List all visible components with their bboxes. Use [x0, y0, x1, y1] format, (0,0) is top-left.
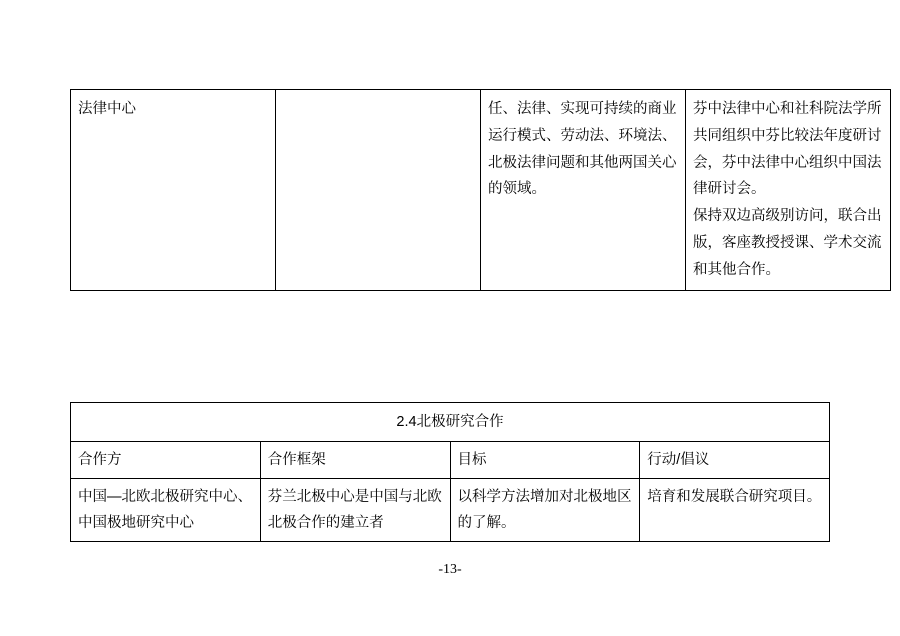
table-title-row [71, 403, 830, 442]
cell-actions-paragraph-1: 芬中法律中心和社科院法学所共同组织中芬比较法年度研讨会，芬中法律中心组织中国法律研讨会。 [693, 101, 882, 198]
table-row [71, 479, 830, 542]
table-title: 2.4北极研究合作 [71, 403, 830, 442]
header-goal: 目标 [450, 442, 640, 479]
cell-partner: 法律中心 [71, 90, 276, 291]
cell-partner: 中国—北欧北极研究中心、中国极地研究中心 [71, 479, 261, 542]
page-number: -13- [438, 562, 462, 577]
cell-goal: 以科学方法增加对北极地区的了解。 [450, 479, 640, 542]
table-arctic-research-cooperation [70, 402, 830, 542]
cell-framework: 芬兰北极中心是中国与北欧北极合作的建立者 [260, 479, 450, 542]
table-continuation [70, 89, 891, 291]
header-actions: 行动/倡议 [640, 442, 830, 479]
header-partner: 合作方 [71, 442, 261, 479]
header-framework: 合作框架 [260, 442, 450, 479]
cell-actions [686, 90, 891, 291]
cell-actions-paragraph-2: 保持双边高级别访问，联合出版，客座教授授课、学术交流和其他合作。 [693, 208, 882, 278]
cell-framework [276, 90, 481, 291]
table-row [71, 90, 891, 291]
cell-actions: 培育和发展联合研究项目。 [640, 479, 830, 542]
cell-goal: 任、法律、实现可持续的商业运行模式、劳动法、环境法、北极法律问题和其他两国关心的领域。 [481, 90, 686, 291]
table-header-row [71, 442, 830, 479]
